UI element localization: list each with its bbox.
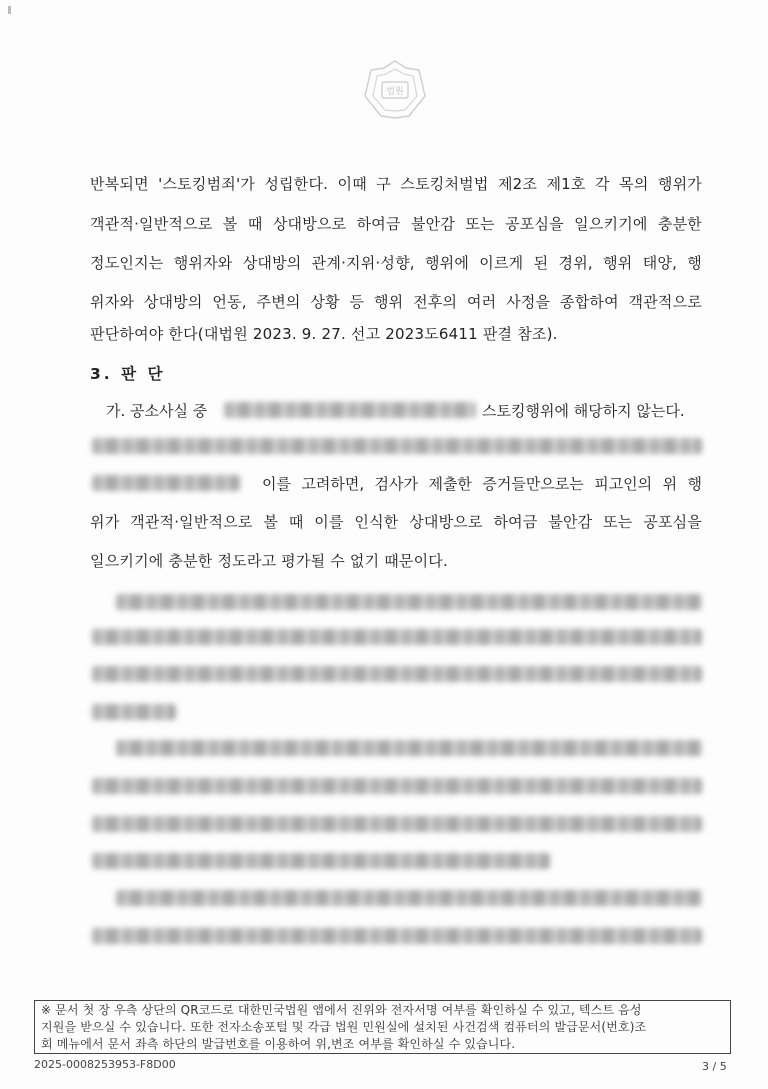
para2-start: 가. 공소사실 중 — [106, 402, 208, 420]
corner-mark — [8, 6, 11, 14]
redacted-text — [92, 438, 702, 454]
redacted-text — [92, 475, 240, 491]
document-number: 2025-0008253953-F8D00 — [34, 1058, 176, 1071]
para3-start: 이를 고려하면, 검사가 제출한 증거들만으로는 피고인의 위 행 — [262, 475, 702, 493]
body-line: 위자와 상대방의 언동, 주변의 상황 등 행위 전후의 여러 사정을 종합하여 객관적으로 — [90, 293, 702, 311]
body-line: 객관적·일반적으로 볼 때 상대방으로 하여금 불안감 또는 공포심을 일으키기에 충분한 — [90, 215, 702, 233]
body-line: 일으키기에 충분한 정도라고 평가될 수 없기 때문이다. — [90, 552, 448, 570]
redacted-text — [92, 928, 702, 944]
redacted-text — [116, 890, 702, 906]
redacted-text — [224, 402, 476, 418]
redacted-text — [92, 853, 550, 869]
redacted-text — [92, 666, 702, 682]
body-line: 정도인지는 행위자와 상대방의 관계·지위·성향, 행위에 이르게 된 경위, 행위 태양, 행 — [90, 254, 702, 272]
redacted-text — [92, 816, 702, 832]
redacted-text — [92, 778, 702, 794]
redacted-text — [116, 594, 702, 610]
body-line: 위가 객관적·일반적으로 볼 때 이를 인식한 상대방으로 하여금 불안감 또는 공포심을 — [90, 513, 702, 531]
redacted-text — [92, 704, 176, 720]
verification-notice — [34, 1000, 731, 1054]
notice-line: 회 메뉴에서 문서 좌측 하단의 발급번호를 이용하여 위,변조 여부를 확인하실 수 있습니다. — [41, 1037, 516, 1051]
notice-line: ※ 문서 첫 장 우측 상단의 QR코드로 대한민국법원 앱에서 진위와 전자서명 여부를 확인하실 수 있고, 텍스트 음성 — [41, 1003, 642, 1017]
body-line: 반복되면 '스토킹범죄'가 성립한다. 이때 구 스토킹처벌법 제2조 제1호 각 목의 행위가 — [90, 175, 702, 193]
notice-line: 지원을 받으실 수 있습니다. 또한 전자소송포털 및 각급 법원 민원실에 설치된 사건검색 컴퓨터의 발급문서(번호)조 — [41, 1020, 647, 1034]
court-emblem-icon — [362, 58, 428, 124]
section-heading: 3. 판 단 — [90, 365, 166, 383]
redacted-text — [116, 740, 702, 756]
emblem-label: 법원 — [386, 87, 404, 97]
para2-end: 스토킹행위에 해당하지 않는다. — [482, 402, 685, 420]
page-number: 3 / 5 — [702, 1060, 727, 1073]
body-line: 판단하여야 한다(대법원 2023. 9. 27. 선고 2023도6411 판결 참조). — [90, 325, 558, 343]
redacted-text — [92, 629, 702, 645]
